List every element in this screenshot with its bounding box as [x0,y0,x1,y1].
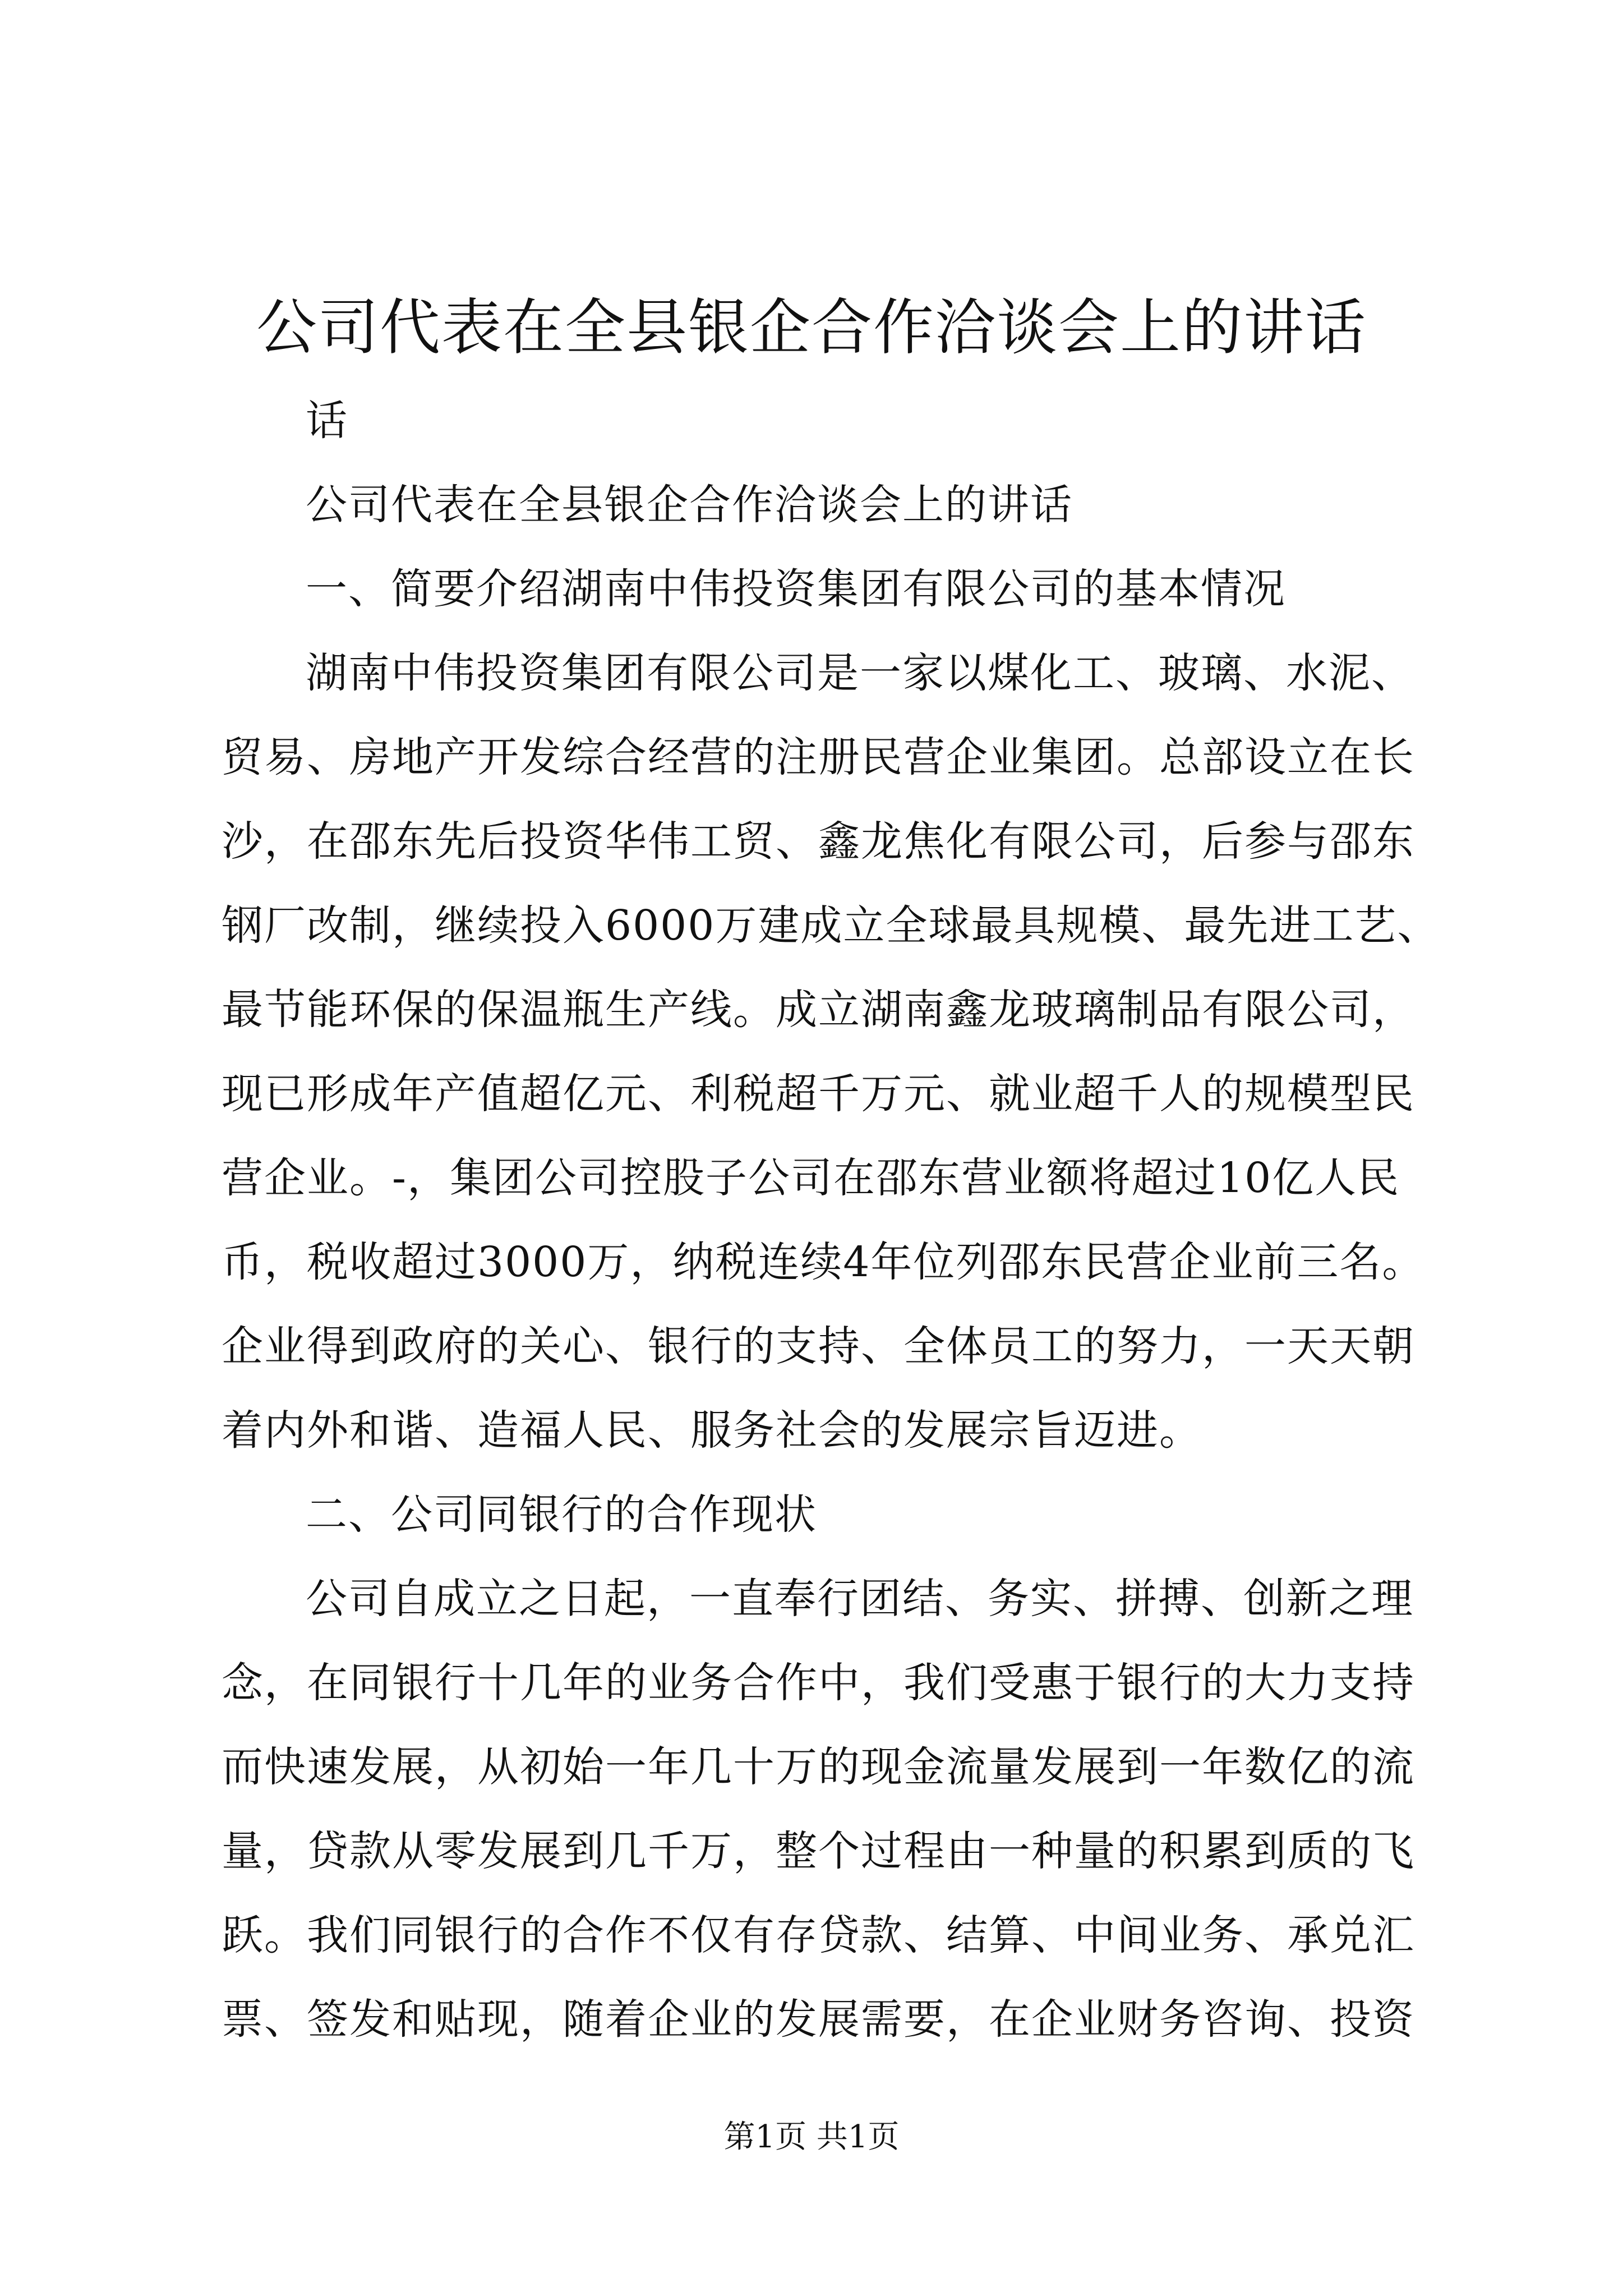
page-number: 第1页 共1页 [723,2119,900,2155]
section-heading-2: 二、公司同银行的合作现状 [306,1490,817,1539]
text-line-17: 而快速发展，从初始一年几十万的现金流量发展到一年数亿的流 [222,1743,1415,1791]
text-line-5: 贸易、房地产开发综合经营的注册民营企业集团。总部设立在长 [222,733,1415,781]
section-heading-1: 一、简要介绍湖南中伟投资集团有限公司的基本情况 [306,565,1286,613]
text-line-16: 念，在同银行十几年的业务合作中，我们受惠于银行的大力支持 [222,1659,1415,1707]
text-line-15: 公司自成立之日起，一直奉行团结、务实、拼搏、创新之理 [306,1575,1414,1623]
text-line-4: 湖南中伟投资集团有限公司是一家以煤化工、玻璃、水泥、 [306,649,1414,697]
text-line-12: 企业得到政府的关心、银行的支持、全体员工的努力，一天天朝 [222,1322,1415,1370]
text-line-13: 着内外和谐、造福人民、服务社会的发展宗旨迈进。 [222,1406,1202,1455]
text-line-10: 营企业。-，集团公司控股子公司在邵东营业额将超过10亿人民 [222,1154,1400,1202]
text-line-2: 公司代表在全县银企合作洽谈会上的讲话 [306,481,1073,529]
text-line-8: 最节能环保的保温瓶生产线。成立湖南鑫龙玻璃制品有限公司， [222,986,1415,1034]
text-line-11: 币，税收超过3000万，纳税连续4年位列邵东民营企业前三名。 [222,1238,1425,1286]
text-line-1: 话 [306,397,348,445]
document-title: 公司代表在全县银企合作洽谈会上的讲话 [256,293,1367,363]
text-line-18: 量，贷款从零发展到几千万，整个过程由一种量的积累到质的飞 [222,1827,1415,1875]
text-line-9: 现已形成年产值超亿元、利税超千万元、就业超千人的规模型民 [222,1070,1415,1118]
text-line-19: 跃。我们同银行的合作不仅有存贷款、结算、中间业务、承兑汇 [222,1911,1415,1959]
text-line-6: 沙，在邵东先后投资华伟工贸、鑫龙焦化有限公司，后参与邵东 [222,817,1415,866]
text-line-7: 钢厂改制，继续投入6000万建成立全球最具规模、最先进工艺、 [222,901,1440,950]
text-line-20: 票、签发和贴现，随着企业的发展需要，在企业财务咨询、投资 [222,1995,1415,2044]
